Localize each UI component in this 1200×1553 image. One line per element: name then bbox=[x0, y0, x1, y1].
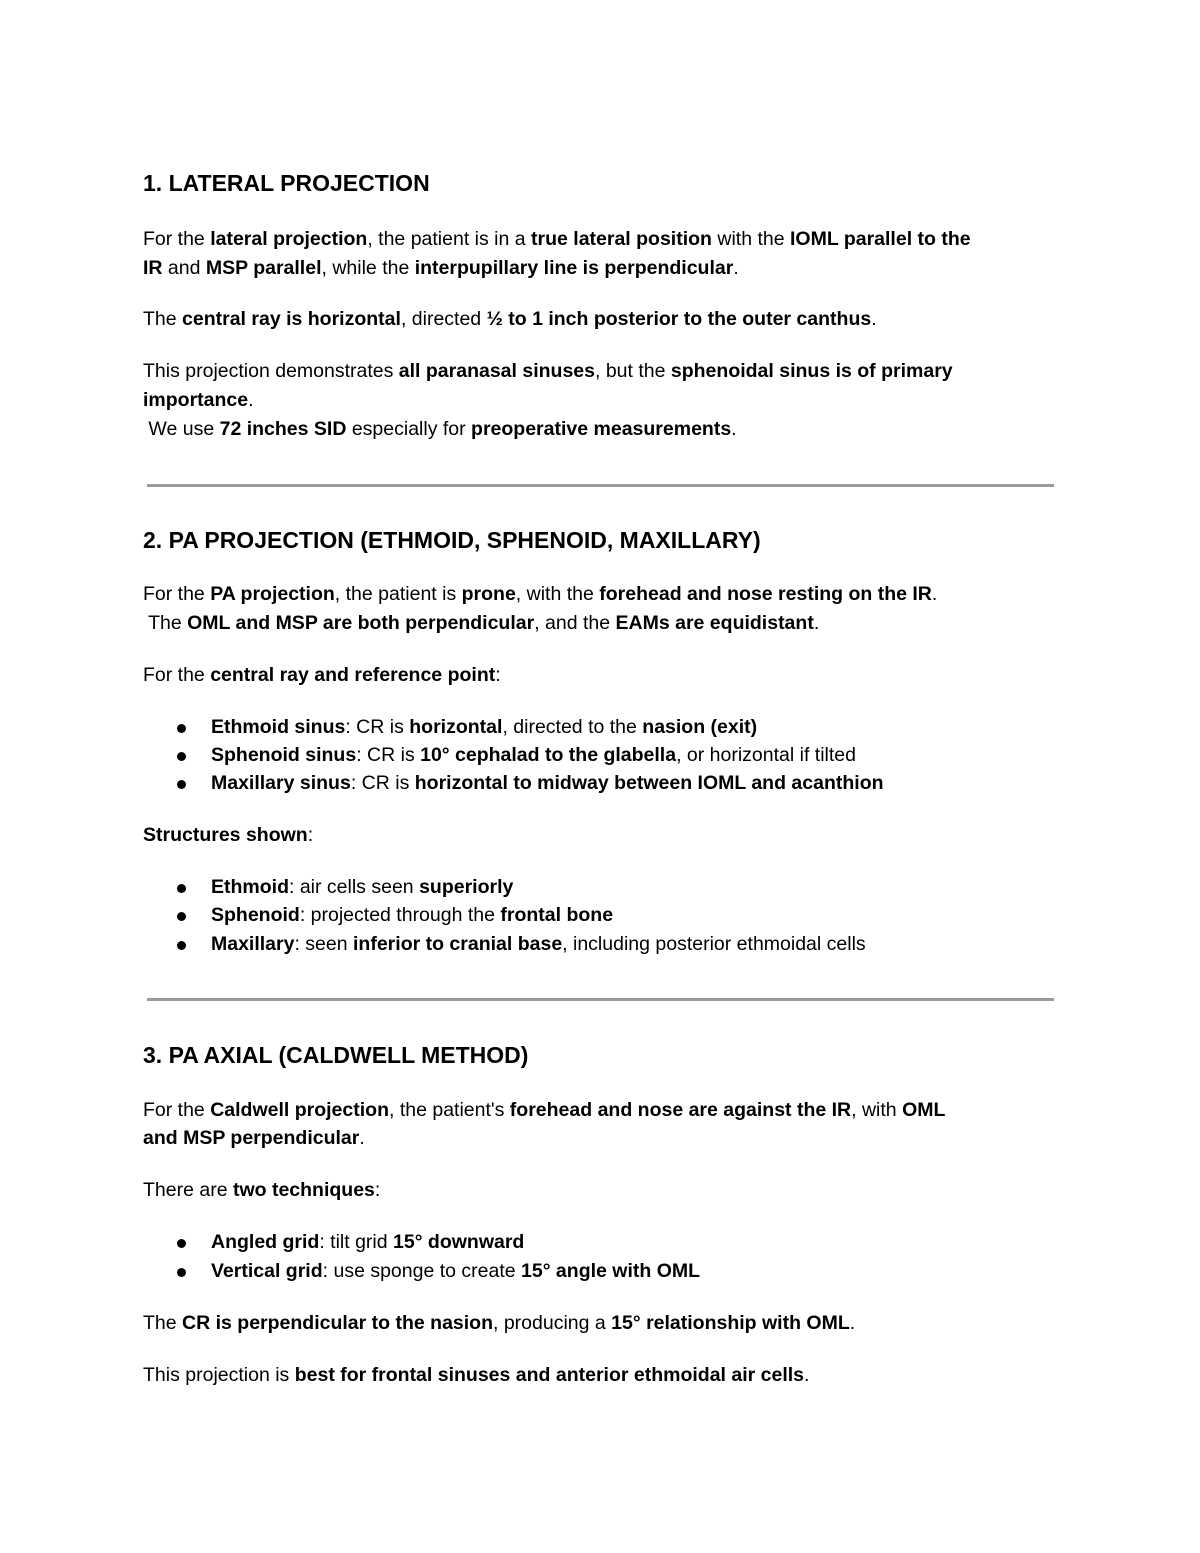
list-item: Angled grid: tilt grid 15° downward bbox=[211, 1231, 525, 1253]
bullet-icon bbox=[177, 912, 186, 921]
section-1-title: 1. LATERAL PROJECTION bbox=[143, 170, 430, 196]
list-item: Maxillary sinus: CR is horizontal to midway between IOML and acanthion bbox=[211, 772, 884, 794]
bullet-icon bbox=[177, 752, 186, 761]
list-item: Ethmoid: air cells seen superiorly bbox=[211, 876, 514, 898]
section-3-paragraph-1-line-2: and MSP perpendicular. bbox=[143, 1127, 365, 1149]
section-3-paragraph-4: This projection is best for frontal sinuses and anterior ethmoidal air cells. bbox=[143, 1364, 810, 1386]
bullet-icon bbox=[177, 941, 186, 950]
bullet-icon bbox=[177, 724, 186, 733]
list-item: Maxillary: seen inferior to cranial base, including posterior ethmoidal cells bbox=[211, 933, 866, 955]
section-1-paragraph-3-line-1: This projection demonstrates all paranasal sinuses, but the sphenoidal sinus is of primary bbox=[143, 360, 953, 382]
section-divider bbox=[147, 484, 1054, 487]
section-1-paragraph-2: The central ray is horizontal, directed ½ to 1 inch posterior to the outer canthus. bbox=[143, 308, 877, 330]
bullet-icon bbox=[177, 1268, 186, 1277]
section-2-paragraph-1-line-2: The OML and MSP are both perpendicular, and the EAMs are equidistant. bbox=[143, 612, 820, 634]
section-1-paragraph-3-line-3: We use 72 inches SID especially for preoperative measurements. bbox=[143, 418, 737, 440]
section-2-paragraph-2: For the central ray and reference point: bbox=[143, 664, 501, 686]
bullet-icon bbox=[177, 884, 186, 893]
list-item: Ethmoid sinus: CR is horizontal, directed to the nasion (exit) bbox=[211, 716, 758, 738]
section-2-paragraph-1-line-1: For the PA projection, the patient is prone, with the forehead and nose resting on the IR. bbox=[143, 583, 938, 605]
section-divider bbox=[147, 998, 1054, 1001]
section-1-paragraph-1-line-2: IR and MSP parallel, while the interpupillary line is perpendicular. bbox=[143, 257, 739, 279]
bullet-icon bbox=[177, 780, 186, 789]
section-2-title: 2. PA PROJECTION (ETHMOID, SPHENOID, MAXILLARY) bbox=[143, 527, 761, 553]
bullet-icon bbox=[177, 1239, 186, 1248]
section-2-paragraph-3: Structures shown: bbox=[143, 824, 314, 846]
section-1-paragraph-3-line-2: importance. bbox=[143, 389, 254, 411]
section-3-paragraph-1-line-1: For the Caldwell projection, the patient's forehead and nose are against the IR, with OML bbox=[143, 1099, 946, 1121]
list-item: Sphenoid: projected through the frontal bone bbox=[211, 904, 614, 926]
section-1-paragraph-1-line-1: For the lateral projection, the patient is in a true lateral position with the IOML parallel to the bbox=[143, 228, 971, 250]
list-item: Vertical grid: use sponge to create 15° angle with OML bbox=[211, 1260, 701, 1282]
section-3-paragraph-3: The CR is perpendicular to the nasion, producing a 15° relationship with OML. bbox=[143, 1312, 856, 1334]
list-item: Sphenoid sinus: CR is 10° cephalad to the glabella, or horizontal if tilted bbox=[211, 744, 856, 766]
section-3-paragraph-2: There are two techniques: bbox=[143, 1179, 381, 1201]
section-3-title: 3. PA AXIAL (CALDWELL METHOD) bbox=[143, 1042, 529, 1068]
